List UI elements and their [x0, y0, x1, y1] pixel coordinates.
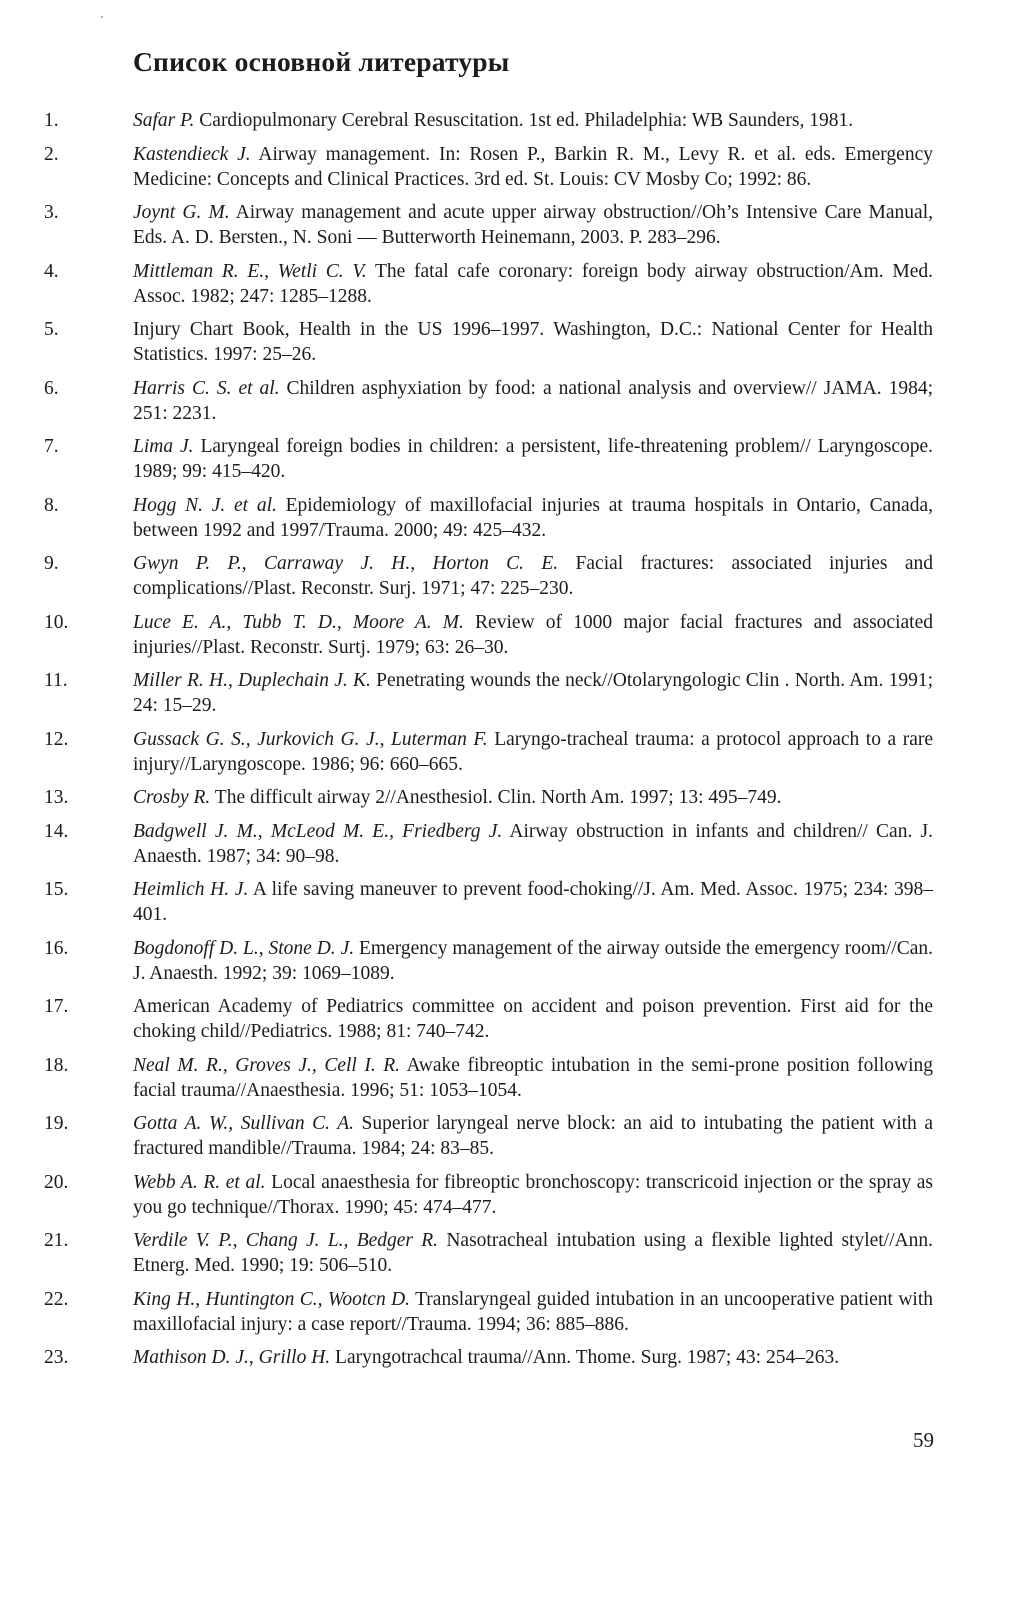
reference-authors: Hogg N. J. et al.	[133, 494, 277, 516]
reference-text: American Academy of Pediatrics committee on accident and poison prevention. First aid for the choking child//Pediatrics. 1988; 81: 740–742.	[133, 996, 933, 1042]
reference-authors: Webb A. R. et al.	[133, 1171, 266, 1193]
reference-text: Airway management. In: Rosen P., Barkin R. M., Levy R. et al. eds. Emergency Medicine: Concepts and Clinical Practices. 3rd ed. St. Louis: CV Mosby Co; 1992: 86.	[133, 143, 933, 190]
reference-item	[0, 317, 1013, 367]
reference-text: Airway management and acute upper airway obstruction//Oh’s Intensive Care Manual, Eds. A. D. Bersten., N. Soni — Butterworth Heinemann, 2003. P. 283–296.	[133, 202, 933, 248]
reference-authors: Gotta A. W., Sullivan C. A.	[133, 1113, 355, 1134]
reference-text: Airway obstruction in infants and children// Can. J. Anaesth. 1987; 34: 90–98.	[133, 820, 933, 867]
reference-text: The difficult airway 2//Anesthesiol. Clin. North Am. 1997; 13: 495–749.	[210, 787, 782, 808]
reference-authors: Neal M. R., Groves J., Cell I. R.	[133, 1054, 401, 1076]
reference-text: Awake fibreoptic intubation in the semi-prone position following facial trauma//Anaesthesia. 1996; 51: 1053–1054.	[133, 1054, 933, 1101]
reference-number: 23.	[44, 1347, 69, 1368]
reference-text: The fatal cafe coronary: foreign body airway obstruction/Am. Med. Assoc. 1982; 247: 1285–1288.	[133, 260, 934, 307]
reference-text: Emergency management of the airway outside the emergency room//Can. J. Anaesth. 1992; 39: 1069–1089.	[133, 937, 933, 984]
reference-number: 5.	[44, 319, 59, 340]
reference-text: Laryngotrachcal trauma//Ann. Thome. Surg. 1987; 43: 254–263.	[330, 1347, 840, 1368]
reference-item	[0, 994, 1013, 1044]
reference-text: Epidemiology of maxillofacial injuries at trauma hospitals in Ontario, Canada, between 1992 and 1997/Trauma. 2000; 49: 425–432.	[133, 494, 933, 541]
reference-item	[0, 434, 1013, 484]
reference-authors: Kastendieck J.	[133, 143, 251, 165]
reference-item	[0, 1228, 1013, 1278]
scan-artifact-dot	[101, 16, 103, 18]
reference-item	[0, 785, 1013, 810]
reference-number: 2.	[44, 143, 59, 165]
reference-text: Penetrating wounds the neck//Otolaryngologic Clin . North. Am. 1991; 24: 15–29.	[133, 670, 933, 716]
reference-authors: Joynt G. M.	[133, 202, 230, 223]
reference-authors: Mittleman R. E., Wetli C. V.	[133, 260, 367, 282]
reference-text: Translaryngeal guided intubation in an uncooperative patient with maxillofacial injury: a case report//Trauma. 1994; 36: 885–886.	[133, 1288, 933, 1335]
reference-authors: Crosby R.	[133, 787, 211, 808]
reference-number: 12.	[44, 728, 69, 750]
reference-text: Review of 1000 major facial fractures and associated injuries//Plast. Reconstr. Surtj. 1979; 63: 26–30.	[133, 611, 933, 658]
reference-number: 14.	[44, 820, 69, 842]
reference-number: 22.	[44, 1288, 69, 1310]
reference-number: 6.	[44, 377, 59, 399]
reference-authors: Verdile V. P., Chang J. L., Bedger R.	[133, 1230, 439, 1251]
reference-item	[0, 668, 1013, 718]
reference-item	[0, 1170, 1013, 1220]
reference-text: Superior laryngeal nerve block: an aid to intubating the patient with a fractured mandible//Trauma. 1984; 24: 83–85.	[133, 1113, 933, 1159]
reference-number: 9.	[44, 553, 59, 574]
reference-item	[0, 1111, 1013, 1161]
reference-item	[0, 610, 1013, 660]
reference-item	[0, 936, 1013, 986]
reference-number: 11.	[44, 670, 68, 691]
reference-item	[0, 376, 1013, 426]
reference-number: 1.	[44, 110, 59, 131]
reference-text: Laryngeal foreign bodies in children: a persistent, life-threatening problem// Laryngoscope. 1989; 99: 415–420.	[133, 436, 934, 482]
reference-number: 18.	[44, 1054, 69, 1076]
reference-text: Facial fractures: associated injuries and complications//Plast. Reconstr. Surj. 1971; 47: 225–230.	[133, 553, 933, 599]
reference-number: 8.	[44, 494, 59, 516]
reference-authors: Luce E. A., Tubb T. D., Moore A. M.	[133, 611, 464, 633]
reference-number: 13.	[44, 787, 69, 808]
reference-authors: Bogdonoff D. L., Stone D. J.	[133, 937, 355, 959]
reference-authors: Safar P.	[133, 110, 195, 131]
reference-item	[0, 1287, 1013, 1337]
reference-text: Laryngo-tracheal trauma: a protocol approach to a rare injury//Laryngoscope. 1986; 96: 660–665.	[133, 728, 933, 775]
reference-authors: Miller R. H., Duplechain J. K.	[133, 670, 371, 691]
reference-item	[0, 259, 1013, 309]
reference-number: 19.	[44, 1113, 69, 1134]
reference-item	[0, 551, 1013, 601]
reference-authors: Heimlich H. J.	[133, 879, 249, 900]
reference-number: 15.	[44, 879, 69, 900]
reference-item	[0, 493, 1013, 543]
reference-number: 10.	[44, 611, 69, 633]
reference-item	[0, 877, 1013, 927]
reference-authors: King H., Huntington C., Wootcn D.	[133, 1288, 411, 1310]
reference-authors: Lima J.	[133, 436, 194, 457]
reference-number: 4.	[44, 260, 59, 282]
reference-text: Nasotracheal intubation using a flexible lighted stylet//Ann. Etnerg. Med. 1990; 19: 506–510.	[133, 1230, 933, 1276]
reference-text: Cardiopulmonary Cerebral Resuscitation. 1st ed. Philadelphia: WB Saunders, 1981.	[194, 110, 854, 131]
reference-number: 7.	[44, 436, 59, 457]
reference-item	[0, 727, 1013, 777]
reference-authors: Gussack G. S., Jurkovich G. J., Luterman F.	[133, 728, 488, 750]
reference-item	[0, 142, 1013, 192]
reference-authors: Harris C. S. et al.	[133, 377, 280, 399]
reference-number: 3.	[44, 202, 59, 223]
reference-text: A life saving maneuver to prevent food-choking//J. Am. Med. Assoc. 1975; 234: 398–401.	[133, 879, 934, 925]
page-number: 59	[913, 1428, 934, 1452]
reference-text: Children asphyxiation by food: a national analysis and overview// JAMA. 1984; 251: 2231.	[133, 377, 933, 424]
reference-list	[0, 108, 1013, 1379]
reference-authors: Gwyn P. P., Carraway J. H., Horton C. E.	[133, 553, 559, 574]
reference-item	[0, 200, 1013, 250]
reference-text: Injury Chart Book, Health in the US 1996–1997. Washington, D.C.: National Center for Health Statistics. 1997: 25–26.	[133, 319, 933, 365]
reference-item	[0, 1345, 1013, 1370]
reference-item	[0, 819, 1013, 869]
reference-item	[0, 1053, 1013, 1103]
page-title: Список основной литературы	[133, 46, 510, 77]
reference-item	[0, 108, 1013, 133]
reference-number: 21.	[44, 1230, 69, 1251]
reference-authors: Mathison D. J., Grillo H.	[133, 1347, 331, 1368]
reference-number: 16.	[44, 937, 69, 959]
reference-text: Local anaesthesia for fibreoptic bronchoscopy: transcricoid injection or the spray as you go technique//Thorax. 1990; 45: 474–477.	[133, 1171, 933, 1218]
reference-authors: Badgwell J. M., McLeod M. E., Friedberg J.	[133, 820, 503, 842]
reference-number: 17.	[44, 996, 69, 1017]
reference-number: 20.	[44, 1171, 69, 1193]
